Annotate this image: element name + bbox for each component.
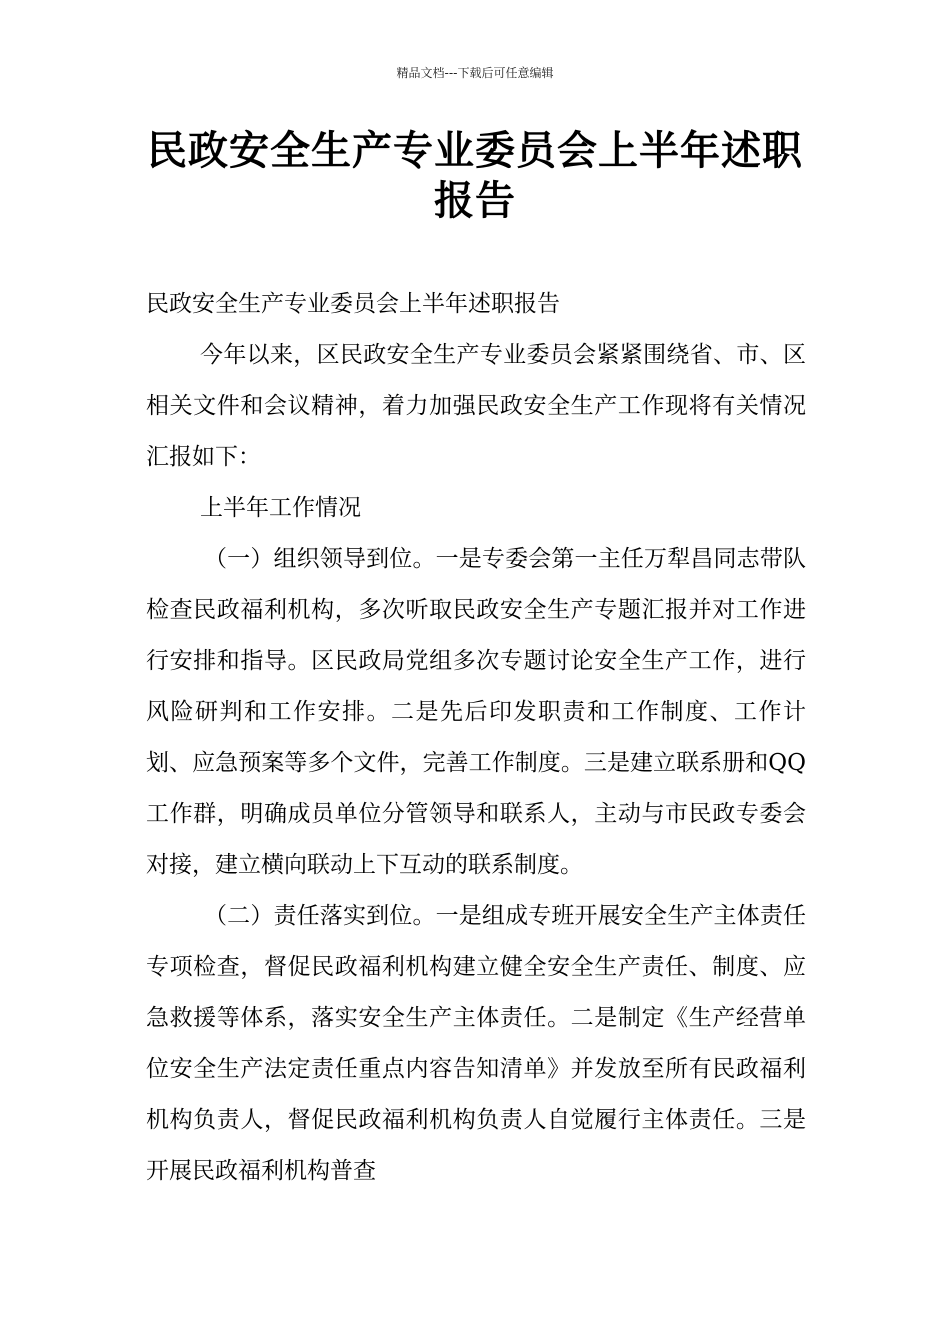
document-title: 民政安全生产专业委员会上半年述职报告	[147, 128, 803, 224]
header-note: 精品文档---下载后可任意编辑	[396, 66, 554, 80]
section-heading: 上半年工作情况	[200, 495, 361, 521]
paragraph-organization: （一）组织领导到位。一是专委会第一主任万犁昌同志带队检查民政福利机构，多次听取民政安全生产专题汇报并对工作进行安排和指导。区民政局党组多次专题讨论安全生产工作，进行风险研判和工作安排。二是先后印发职责和工作制度、工作计划、应急预案等多个文件，完善工作制度。三是建立联系册和QQ工作群，明确成员单位分管领导和联系人，主动与市民政专委会对接，建立横向联动上下互动的联系制度。	[146, 546, 806, 878]
document-body	[146, 279, 806, 1197]
intro-paragraph: 今年以来，区民政安全生产专业委员会紧紧围绕省、市、区相关文件和会议精神，着力加强民政安全生产工作现将有关情况汇报如下：	[146, 342, 806, 470]
subtitle-line: 民政安全生产专业委员会上半年述职报告	[146, 291, 560, 317]
paragraph-responsibility: （二）责任落实到位。一是组成专班开展安全生产主体责任专项检查，督促民政福利机构建立健全安全生产责任、制度、应急救援等体系，落实安全生产主体责任。二是制定《生产经营单位安全生产法定责任重点内容告知清单》并发放至所有民政福利机构负责人，督促民政福利机构负责人自觉履行主体责任。三是开展民政福利机构普查	[146, 903, 806, 1184]
